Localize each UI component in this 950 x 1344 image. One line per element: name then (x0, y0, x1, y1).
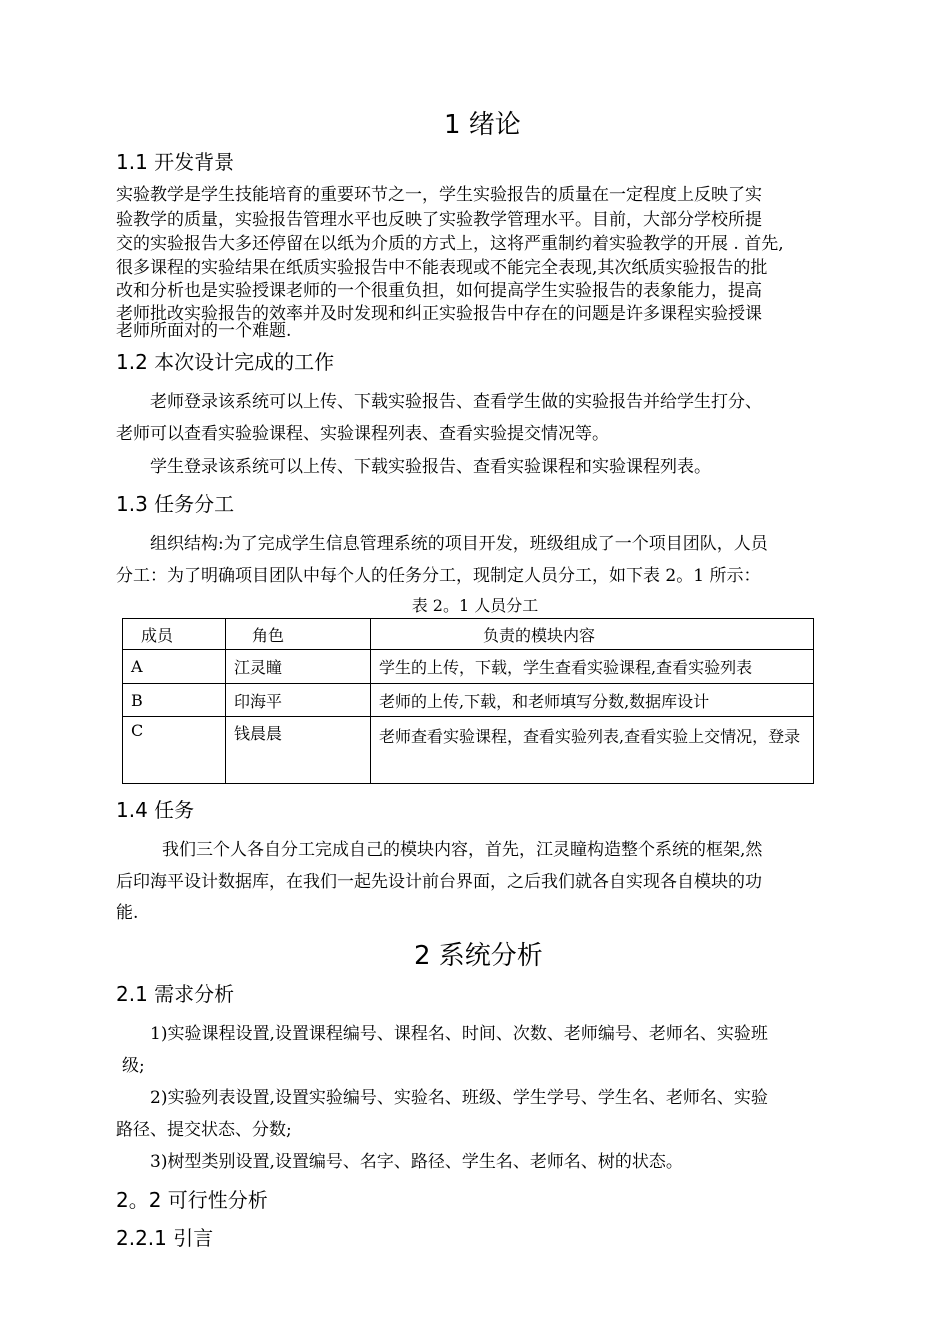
s1-1-line-1: 实验教学是学生技能培育的重要环节之一，学生实验报告的质量在一定程度上反映了实 (116, 185, 762, 205)
s1-3-line-1: 组织结构:为了完成学生信息管理系统的项目开发，班级组成了一个项目团队，人员 (150, 534, 768, 554)
cell-role: 江灵瞳 (226, 650, 371, 684)
s2-1-line-1: 1)实验课程设置,设置课程编号、课程名、时间、次数、老师编号、老师名、实验班 (150, 1024, 768, 1044)
s1-1-line-7: 老师所面对的一个难题. (116, 321, 292, 341)
s2-1-line-5: 3)树型类别设置,设置编号、名字、路径、学生名、老师名、树的状态。 (150, 1152, 683, 1172)
s1-1-line-2: 验教学的质量，实验报告管理水平也反映了实验教学管理水平。目前，大部分学校所提 (116, 210, 762, 230)
header-role: 角色 (226, 619, 371, 650)
section-1-2-title: 1.2 本次设计完成的工作 (116, 350, 335, 374)
s1-4-line-3: 能. (116, 903, 139, 923)
cell-member: B (123, 684, 226, 717)
s2-1-line-3: 2)实验列表设置,设置实验编号、实验名、班级、学生学号、学生名、老师名、实验 (150, 1088, 768, 1108)
s1-1-line-4: 很多课程的实验结果在纸质实验报告中不能表现或不能完全表现,其次纸质实验报告的批 (116, 258, 768, 278)
section-1-4-title: 1.4 任务 (116, 798, 195, 822)
s1-2-line-3: 学生登录该系统可以上传、下载实验报告、查看实验课程和实验课程列表。 (150, 457, 711, 477)
chapter-1-title: 1 绪论 (444, 110, 521, 140)
staff-division-table (122, 618, 814, 784)
header-responsibility: 负责的模块内容 (371, 619, 814, 650)
s2-1-line-4: 路径、提交状态、分数; (116, 1120, 292, 1140)
table-row (123, 717, 814, 784)
cell-responsibility: 老师查看实验课程，查看实验列表,查看实验上交情况，登录 (371, 717, 814, 784)
cell-member: C (123, 717, 226, 784)
s1-4-line-2: 后印海平设计数据库，在我们一起先设计前台界面，之后我们就各自实现各自模块的功 (116, 872, 762, 892)
table-row (123, 650, 814, 684)
table-header-row (123, 619, 814, 650)
s1-1-line-6: 老师批改实验报告的效率并及时发现和纠正实验报告中存在的问题是许多课程实验授课 (116, 304, 762, 324)
cell-role: 钱晨晨 (226, 717, 371, 784)
s1-3-line-2: 分工：为了明确项目团队中每个人的任务分工，现制定人员分工，如下表 2。1 所示： (116, 566, 761, 586)
section-2-1-title: 2.1 需求分析 (116, 982, 235, 1006)
section-2-2-1-title: 2.2.1 引言 (116, 1226, 214, 1250)
header-member: 成员 (123, 619, 226, 650)
s1-1-line-5: 改和分析也是实验授课老师的一个很重负担，如何提高学生实验报告的表象能力，提高 (116, 281, 762, 301)
s1-2-line-2: 老师可以查看实验验课程、实验课程列表、查看实验提交情况等。 (116, 424, 609, 444)
chapter-2-title: 2 系统分析 (414, 941, 543, 971)
cell-member: A (123, 650, 226, 684)
s1-2-line-1: 老师登录该系统可以上传、下载实验报告、查看学生做的实验报告并给学生打分、 (150, 392, 762, 412)
s1-1-line-3: 交的实验报告大多还停留在以纸为介质的方式上，这将严重制约着实验教学的开展 . 首先, (116, 234, 784, 254)
section-1-1-title: 1.1 开发背景 (116, 150, 235, 174)
cell-responsibility: 老师的上传,下载，和老师填写分数,数据库设计 (371, 684, 814, 717)
cell-role: 印海平 (226, 684, 371, 717)
cell-responsibility: 学生的上传，下载，学生查看实验课程,查看实验列表 (371, 650, 814, 684)
table-row (123, 684, 814, 717)
section-2-2-title: 2。2 可行性分析 (116, 1188, 268, 1212)
table-caption: 表 2。1 人员分工 (411, 596, 539, 615)
section-1-3-title: 1.3 任务分工 (116, 492, 235, 516)
s2-1-line-2: 级; (122, 1056, 145, 1076)
s1-4-line-1: 我们三个人各自分工完成自己的模块内容，首先，江灵瞳构造整个系统的框架,然 (162, 840, 763, 860)
